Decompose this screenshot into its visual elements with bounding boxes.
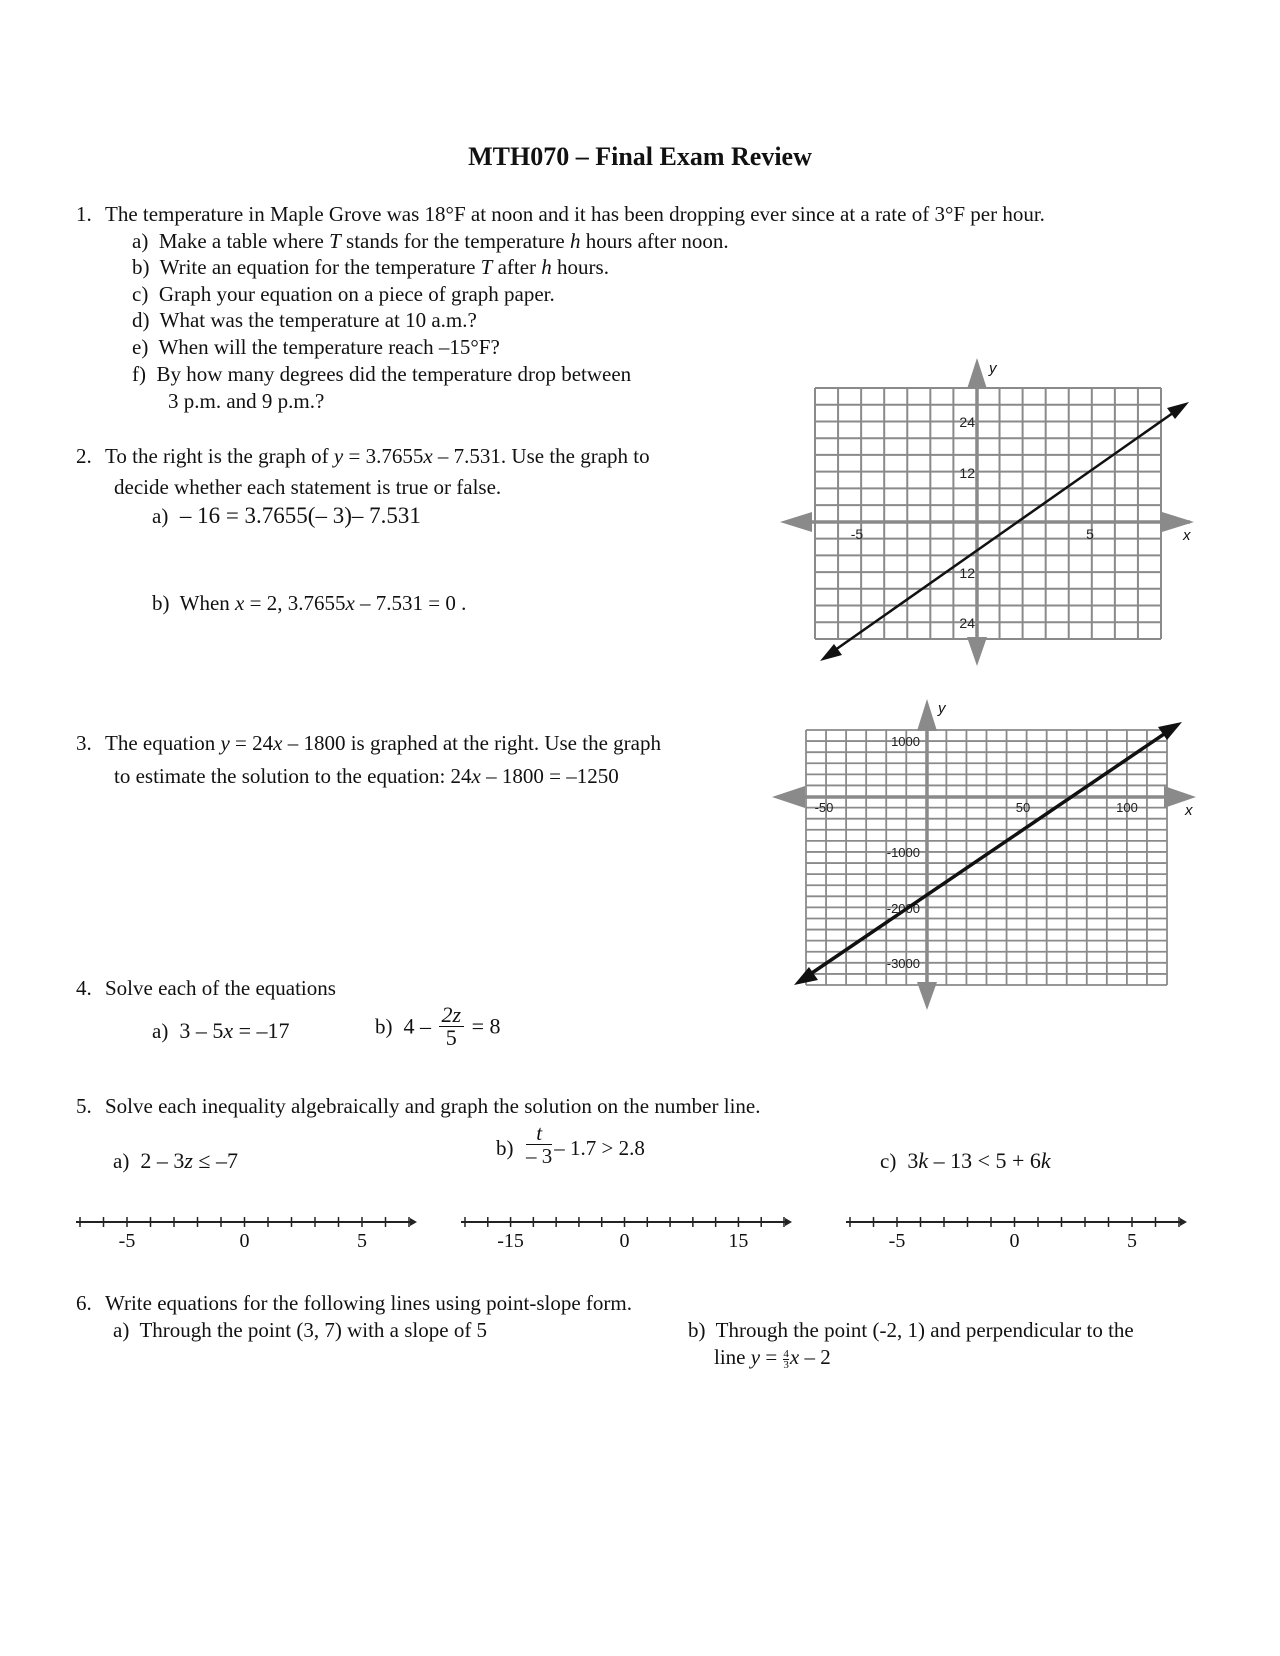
graph-1-grid [815, 388, 1161, 639]
q6-item-a: a) Through the point (3, 7) with a slope of 5 [113, 1318, 488, 1342]
svg-text:-1000: -1000 [886, 845, 920, 860]
svg-text:-3000: -3000 [886, 956, 920, 971]
svg-text:12: 12 [959, 465, 975, 481]
q6-fraction: $\frac{4}{3}$ [783, 1347, 789, 1371]
q1-text: The temperature in Maple Grove was 18°F at noon and it has been dropping ever since at a rate of 3°F per hour. [105, 202, 1045, 226]
svg-text:50: 50 [1015, 800, 1031, 815]
page-title: MTH070 – Final Exam Review [468, 142, 812, 171]
graph-2-x-label: x [1185, 802, 1193, 819]
q3-text: The equation y = 24x – 1800 is graphed at the right. Use the graph [105, 731, 661, 755]
q1-number: 1. [76, 202, 92, 226]
arrow-right-icon [410, 1218, 417, 1226]
number-line-tick-label: -5 [888, 1230, 906, 1252]
number-line-tick-label: 0 [239, 1230, 250, 1252]
q4-text: Solve each of the equations [105, 976, 336, 1000]
arrow-right-icon [1180, 1218, 1187, 1226]
q6-text: Write equations for the following lines using point-slope form. [105, 1291, 632, 1315]
q5-number: 5. [76, 1094, 92, 1118]
q5-item-b: b) $\frac{t}{- 3}$ – 1.7 > 2.8 [496, 1121, 645, 1168]
arrow-right-icon [785, 1218, 792, 1226]
q4-item-b: b) 4 – $\frac{2z}{5}$ = 8 [375, 1002, 501, 1050]
q2-item-a: a) – 16 = 3.7655(– 3)– 7.531 [152, 503, 421, 528]
q6-number: 6. [76, 1291, 92, 1315]
number-line-tick-label: 5 [1127, 1230, 1137, 1252]
q1-item-a: a) Make a table where T stands for the temperature h hours after noon. [132, 229, 729, 253]
number-line-tick-label: 0 [1009, 1230, 1020, 1252]
q1-item-f: f) By how many degrees did the temperature drop between [132, 362, 632, 386]
number-line-b[interactable] [455, 1208, 800, 1253]
q5-item-a: a) 2 – 3z ≤ –7 [113, 1148, 238, 1173]
q2-number: 2. [76, 444, 92, 468]
number-line-c[interactable] [840, 1208, 1195, 1253]
graph-1-y-label: y [989, 360, 997, 377]
number-line-tick-label: 5 [357, 1230, 367, 1252]
graph-1-line [828, 408, 1180, 655]
y-axis-arrow-down-icon [967, 637, 987, 666]
q5-text: Solve each inequality algebraically and graph the solution on the number line. [105, 1094, 761, 1118]
q3-number: 3. [76, 731, 92, 755]
x-axis-arrow-left-icon [780, 512, 812, 532]
svg-text:24: 24 [959, 615, 975, 631]
q1-item-c: c) Graph your equation on a piece of graph paper. [132, 282, 555, 306]
svg-text:1000: 1000 [891, 734, 920, 749]
q1-item-f-cont: 3 p.m. and 9 p.m.? [168, 389, 325, 413]
x-axis-arrow-left-icon [772, 786, 805, 808]
graph-2 [770, 695, 1200, 1015]
q5-fraction: $\frac{t}{- 3}$ [526, 1121, 553, 1168]
svg-text:24: 24 [959, 414, 975, 430]
number-line-tick-label: 0 [619, 1230, 630, 1252]
q2-item-b: b) When x = 2, 3.7655x – 7.531 = 0 . [152, 591, 467, 615]
number-line-a[interactable] [70, 1208, 425, 1253]
svg-text:12: 12 [959, 565, 975, 581]
number-line-tick-label: -5 [118, 1230, 136, 1252]
number-line-tick-label: 15 [728, 1230, 749, 1252]
q6-item-b: b) Through the point (-2, 1) and perpendicular to the [688, 1318, 1134, 1342]
svg-text:100: 100 [1116, 800, 1138, 815]
graph-2-y-label: y [938, 700, 946, 717]
q1-item-b: b) Write an equation for the temperature T after h hours. [132, 255, 609, 279]
line-arrow-end-icon [1167, 402, 1189, 419]
svg-text:5: 5 [1086, 526, 1094, 542]
y-axis-arrow-up-icon [917, 699, 937, 731]
graph-1-x-label: x [1183, 527, 1191, 544]
q2-text: To the right is the graph of y = 3.7655x – 7.531. Use the graph to [105, 444, 650, 468]
q1-item-d: d) What was the temperature at 10 a.m.? [132, 308, 477, 332]
q5-item-c: c) 3k – 13 < 5 + 6k [880, 1148, 1051, 1173]
q3-text-line2: to estimate the solution to the equation: 24x – 1800 = –1250 [114, 764, 619, 788]
y-axis-arrow-down-icon [917, 982, 937, 1010]
graph-1 [770, 355, 1200, 675]
svg-text:-50: -50 [814, 800, 834, 815]
q4-fraction: $\frac{2z}{5}$ [439, 1004, 465, 1049]
q2-text-line2: decide whether each statement is true or false. [114, 475, 502, 499]
svg-text:-5: -5 [850, 526, 864, 542]
q1-item-e: e) When will the temperature reach –15°F? [132, 335, 500, 359]
q4-number: 4. [76, 976, 92, 1000]
svg-text:-2000: -2000 [886, 901, 920, 916]
q4-item-a: a) 3 – 5x = –17 [152, 1018, 290, 1043]
y-axis-arrow-up-icon [967, 358, 987, 389]
number-line-tick-label: -15 [497, 1230, 524, 1252]
q6-item-b-cont: line y = $\frac{4}{3}$ x – 2 [714, 1345, 831, 1371]
